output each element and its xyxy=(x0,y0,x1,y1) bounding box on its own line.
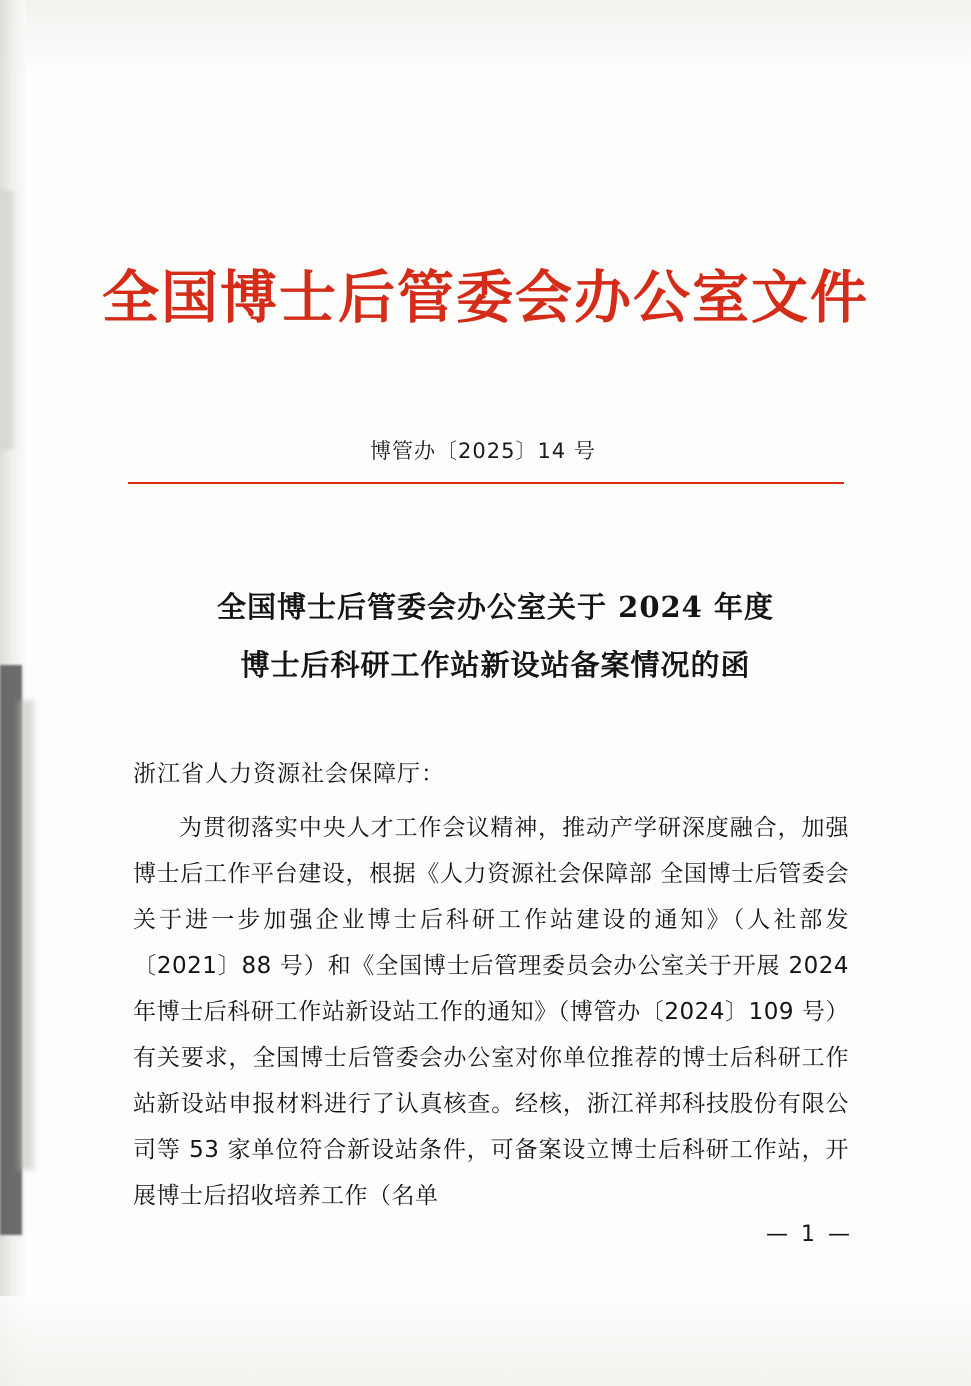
subject-line-1: 全国博士后管委会办公室关于 2024 年度 xyxy=(217,590,774,624)
document-number: 博管办〔2025〕14 号 xyxy=(370,439,596,463)
subject-line-2: 博士后科研工作站新设站备案情况的函 xyxy=(240,648,751,682)
body-paragraph: 为贯彻落实中央人才工作会议精神，推动产学研深度融合，加强博士后工作平台建设，根据《人力资源社会保障部 全国博士后管委会关于进一步加强企业博士后科研工作站建设的通知》（人社部发〔2021〕88 号）和《全国博士后管理委员会办公室关于开展 2024 年博士后科研工作站新设站工作的通知》（博管办〔2024〕109 号）有关要求，全国博士后管委会办公室对你单位推荐的博士后科研工作站新设站申报材料进行了认真核查。经核，浙江祥邦科技股份有限公司等 53 家单位符合新设站条件，可备案设立博士后科研工作站，开展博士后招收培养工作（名单 xyxy=(133,815,849,1209)
document-subject xyxy=(140,578,851,694)
scan-artifact-lower xyxy=(18,700,34,1170)
document-header-title: 全国博士后管委会办公室文件 xyxy=(102,264,869,331)
red-divider-rule xyxy=(128,482,844,484)
document-recipient: 浙江省人力资源社会保障厅： xyxy=(133,761,445,787)
document-body xyxy=(133,805,849,1219)
page-number: — 1 — xyxy=(766,1222,853,1247)
scan-shadow-top xyxy=(0,0,971,70)
scan-shadow-bottom xyxy=(0,1296,971,1386)
